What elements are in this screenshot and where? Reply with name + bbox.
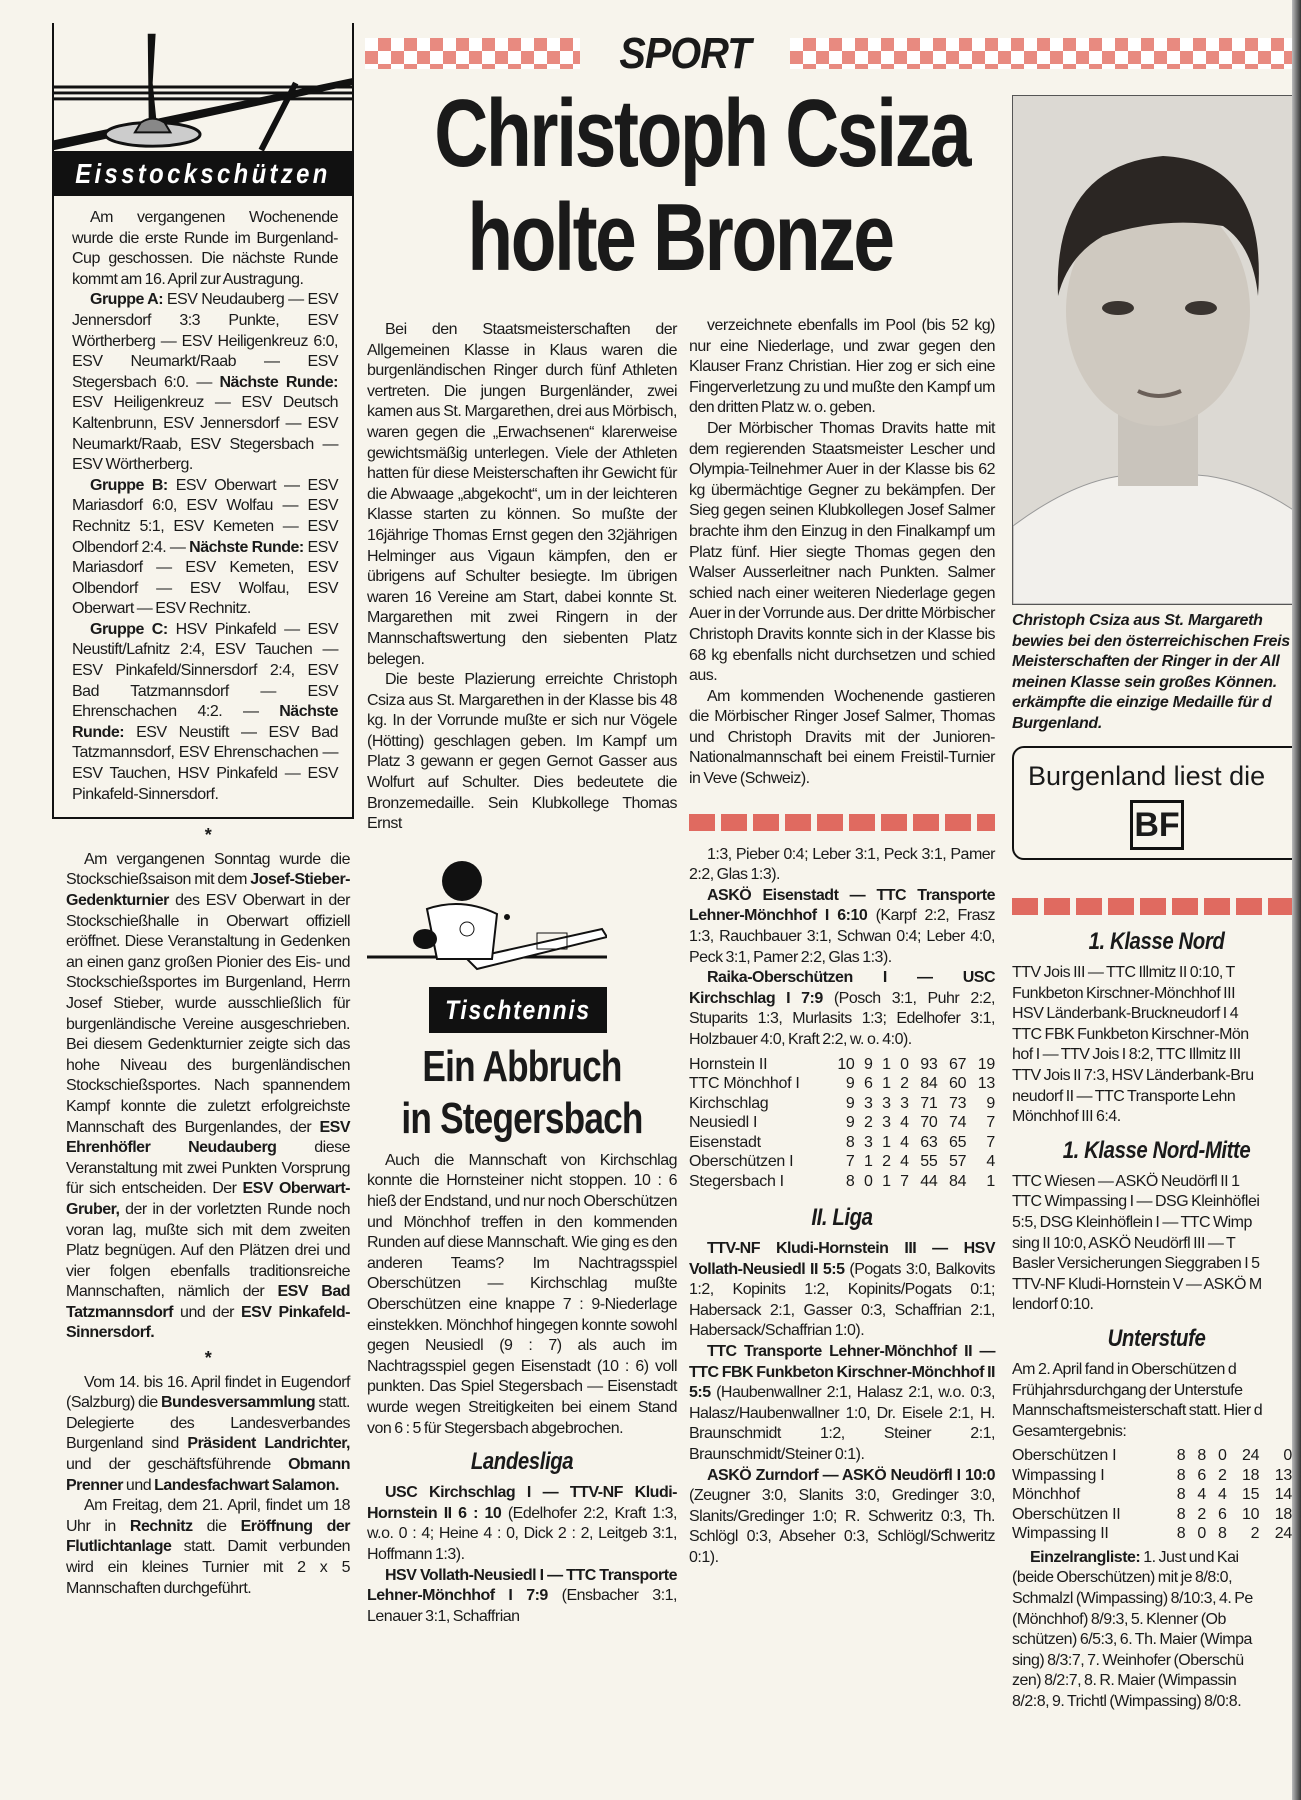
table-cell: 0: [1197, 1525, 1206, 1543]
text-run: die: [192, 1517, 241, 1535]
text-line: bewies bei den österreichischen Freis: [1012, 632, 1290, 650]
bold-text: Josef-Stieber-Gedenkturnier: [66, 871, 350, 909]
bold-text: HSV Vollath-Neusiedl I — TTC Transporte Lehner-Mönchhof I 7:9: [367, 1566, 677, 1605]
unterstufe-heading: Unterstufe: [1107, 1324, 1206, 1352]
table-cell: 67: [949, 1055, 967, 1073]
paragraph: [367, 1566, 677, 1628]
text-line: TTV Jois II 7:3, HSV Länderbank-Bru: [1012, 1066, 1254, 1084]
paragraph: [689, 1239, 995, 1342]
paragraph: [66, 1496, 350, 1599]
table-cell: 4: [900, 1114, 909, 1132]
table-cell: 70: [920, 1114, 938, 1132]
text-line: Mannschaftsmeisterschaft statt. Hier d: [1012, 1402, 1263, 1420]
bold-text: ESV Ehrenhöfler Neudauberg: [66, 1118, 350, 1157]
table-cell: 24: [1274, 1525, 1292, 1543]
text-run: schützen) 6/5:3, 6. Th. Maier (Wimpa: [1012, 1631, 1252, 1649]
text-line: TTC Wiesen — ASKÖ Neudörfl II 1: [1012, 1172, 1240, 1190]
headline-line-1: Christoph Csiza: [434, 80, 970, 187]
table-cell: 13: [1274, 1466, 1292, 1484]
text-line: Funkbeton Kirschner-Mönchhof III: [1012, 984, 1236, 1002]
tischtennis-banner-label: Tischtennis: [445, 994, 591, 1025]
text-run: der in der vorletzten Runde noch voran lag, mußte sich mit dem zweiten Platz begnügen. Auf den Plätzen drei und vier folgen ebenfalls traditionsreiche Mannschaften, nämlich der: [66, 1200, 350, 1301]
paragraph: Bei den Staatsmeisterschaften der Allgemeinen Klasse in Klaus waren die burgenländischen Ringer durch fünf Athleten vertreten. Die jungen Burgenländer, zwei kamen aus St. Margarethen, drei aus Mörbisch, waren gegen die „Erwachsenen“ klarerweise gewichtsmäßig unterlegen. Viele der Athleten hatten für diese Meisterschaften ihr Gewicht für die Abwaage „abgekocht“, um in der leichteren Klasse starten zu können. So mußte der 16jährige Thomas Ernst gegen den 32jährigen Helminger aus Vigaun kämpfen, den er übrigens auf Schulter besiegte. Im übrigen waren 16 Vereine am Start, dabei konnte St. Margarethen mit zwei Ringern in der Mannschaftswertung den siebenten Platz belegen.: [367, 321, 677, 668]
bold-text: Landesfachwart Salamon.: [154, 1476, 339, 1494]
text-run: ESV Neustift — ESV Bad Tatzmannsdorf, ESV Ehrenschachen — ESV Tauchen, HSV Pinkafeld — ESV Pinkafeld-Sinnersdorf.: [72, 723, 338, 803]
bold-text: ASKÖ Zurndorf — ASKÖ Neudörfl I 10:0: [707, 1466, 995, 1484]
tischtennis-intro: [367, 1151, 677, 1439]
table-cell: Oberschützen I: [1012, 1447, 1117, 1465]
checker-band-right: [790, 38, 1295, 69]
text-line: [1012, 1589, 1301, 1610]
text-run: ESV Heiligenkreuz — ESV Deutsch Kaltenbrunn, ESV Jennersdorf — ESV Neumarkt/Raab, ESV Stegersbach — ESV Wörtherberg.: [72, 394, 338, 474]
table-cell: 4: [1197, 1486, 1206, 1504]
table-row: [1012, 1485, 1292, 1505]
column-eisstock: [52, 23, 354, 1599]
bold-text: Nächste Runde:: [72, 703, 338, 741]
text-line: TTV Jois III — TTC Illmitz II 0:10, T: [1012, 964, 1235, 981]
bold-text: Einzelrangliste:: [1030, 1548, 1141, 1566]
paragraph: Der Mörbischer Thomas Dravits hatte mit dem regierenden Staatsmeister Lescher und Olympia-Teilnehmer Auer in der Klasse bis 62 kg übermächtige Gegner zu bekämpfen. Der Sieg gegen seinen Klubkollegen Josef Salmer brachte ihm den Einzug in den Finalkampf um Platz fünf. Hier siegte Thomas gegen den Walser Ausserleitner nach Punkten. Salmer schied nach einer weiteren Niederlage gegen Auer in der Vorrunde aus. Der dritte Mörbischer Christoph Dravits konnte sich in der Klasse bis 68 kg ebenfalls nicht durchsetzen und schied aus.: [689, 419, 995, 685]
text-run: diese Veranstaltung mit zwei Punkten Vorsprung für sich entscheiden. Der: [66, 1139, 350, 1198]
table-cell: Eisenstadt: [689, 1133, 761, 1151]
table-cell: 63: [920, 1133, 938, 1151]
table-cell: 2: [1197, 1505, 1206, 1523]
eisstock-banner: [52, 151, 354, 196]
liga2-results: [689, 1239, 995, 1569]
text-line: TTV-NF Kludi-Hornstein V — ASKÖ M: [1012, 1275, 1262, 1293]
column-4: [1012, 95, 1301, 1713]
athlete-photo: [1012, 95, 1301, 605]
text-run: Am Freitag, dem 21. April, findet um 18 Uhr in: [66, 1497, 350, 1535]
table-row: [689, 1094, 995, 1114]
table-cell: 6: [1197, 1466, 1206, 1484]
bf-logo: BF: [1130, 800, 1184, 850]
table-row: [689, 1152, 995, 1172]
bold-text: Gruppe C:: [90, 620, 168, 638]
text-run: ESV Mariasdorf — ESV Kemeten, ESV Olbendorf — ESV Wolfau, ESV Oberwart — ESV Rechnitz.: [72, 538, 338, 618]
eisstock-box: [52, 196, 354, 819]
table-row: [689, 1133, 995, 1153]
table-cell: 55: [920, 1153, 938, 1171]
table-cell: 0: [900, 1055, 909, 1073]
text-run: (Zeugner 3:0, Slanits 3:0, Gredinger 3:0, Slanits/Gredinger 1:0; R. Schweritz 0:3, Th. Schlögl 0:3, Abseher 0:3, Schlögl/Schweritz 0:1).: [689, 1487, 995, 1566]
text-line: [1012, 1630, 1301, 1651]
table-cell: 15: [1242, 1486, 1260, 1504]
nordmitte-results: [1012, 1172, 1301, 1316]
section-title: SPORT: [619, 29, 751, 78]
tischtennis-headline-line-1: Ein Abbruch: [422, 1041, 622, 1091]
text-line: Christoph Csiza aus St. Margareth: [1012, 612, 1263, 629]
ice-stock-icon: [54, 23, 352, 151]
text-run: HSV Pinkafeld — ESV Neustift/Lafnitz 2:4, ESV Tauchen — ESV Pinkafeld/Sinnersdorf 2:4, ESV Bad Tatzmannsdorf — ESV Ehrenschachen 4:2. —: [72, 620, 338, 721]
text-run: ESV Oberwart — ESV Mariasdorf 6:0, ESV Wolfau — ESV Rechnitz 5:1, ESV Kemeten — ESV Olbendorf 2:4. —: [72, 476, 339, 556]
text-run: statt. Delegierte des Landesverbandes Burgenland sind: [66, 1394, 350, 1453]
table-cell: 8: [1176, 1486, 1186, 1504]
table-cell: 2: [1250, 1525, 1260, 1543]
table-cell: 2: [882, 1153, 891, 1171]
text-run: Am vergangenen Sonntag wurde die Stockschießsaison mit dem: [66, 850, 350, 889]
table-cell: 0: [1283, 1447, 1292, 1465]
paragraph: [72, 620, 338, 805]
text-line: Mönchhof III 6:4.: [1012, 1108, 1121, 1126]
table-cell: 93: [920, 1055, 938, 1073]
table-cell: 2: [900, 1075, 909, 1093]
table-cell: 71: [920, 1094, 938, 1112]
table-cell: 8: [1176, 1466, 1186, 1484]
text-line: [1012, 1651, 1301, 1672]
text-run: und: [122, 1476, 155, 1494]
unterstufe-text: [1012, 1360, 1301, 1442]
text-line: [1012, 1568, 1301, 1589]
text-run: (Haubenwallner 2:1, Halasz 2:1, w.o. 0:3, Halasz/Haubenwallner 1:0, Dr. Eisele 2:1, H. Braunschmidt 1:2, Steiner 2:1, Braunschmidt/Steiner 0:1).: [689, 1384, 995, 1464]
table-row: [1012, 1524, 1292, 1544]
table-cell: 1: [986, 1172, 995, 1190]
text-run: ESV Neudauberg — ESV Jennersdorf 3:3 Punkte, ESV Wörtherberg — ESV Heiligenkreuz 6:0, ESV Neumarkt/Raab — ESV Stegersbach 6:0. —: [72, 291, 339, 391]
table-cell: 1: [882, 1133, 891, 1151]
paragraph: [367, 1483, 677, 1565]
table-cell: 7: [845, 1153, 855, 1171]
table-cell: 7: [986, 1114, 995, 1132]
table-cell: 8: [845, 1172, 855, 1190]
text-line: erkämpfte die einzige Medaille für d: [1012, 694, 1272, 711]
paragraph: [689, 1342, 995, 1466]
table-cell: 3: [864, 1094, 873, 1112]
table-cell: 3: [900, 1094, 909, 1112]
paragraph: [66, 1373, 350, 1497]
table-row: [689, 1172, 995, 1192]
headline: [365, 82, 995, 290]
table-cell: 6: [1217, 1505, 1227, 1523]
bold-text: Gruppe B:: [90, 476, 168, 494]
paragraph: Am vergangenen Wochenende wurde die erste Runde im Burgenland-Cup geschossen. Die nächste Runde kommt am 16. April zur Austragung.: [72, 209, 338, 288]
table-cell: 18: [1274, 1505, 1292, 1523]
text-run: 8/2:8, 9. Trichtl (Wimpassing) 8/0:8.: [1012, 1692, 1242, 1710]
text-line: TTC Wimpassing I — DSG Kleinhöflei: [1012, 1193, 1260, 1211]
eisstock-box-text: [72, 208, 338, 805]
tischtennis-headline: [367, 1041, 677, 1145]
bold-text: Nächste Runde:: [219, 373, 339, 391]
paragraph: [689, 1466, 995, 1569]
text-line: Frühjahrsdurchgang der Unterstufe: [1012, 1381, 1243, 1399]
paragraph: [689, 968, 995, 1050]
table-cell: 1: [882, 1055, 891, 1073]
table-cell: 18: [1242, 1466, 1260, 1484]
bold-text: Raika-Oberschützen I — USC Kirchschlag I 7:9: [689, 969, 995, 1007]
table-cell: 13: [977, 1075, 995, 1093]
text-run: Vom 14. bis 16. April findet in Eugendorf (Salzburg) die: [66, 1373, 350, 1412]
portrait-image: [1013, 96, 1301, 604]
bold-text: ESV Pinkafeld-Sinnersdorf.: [66, 1303, 350, 1342]
table-cell: 65: [949, 1133, 967, 1151]
table-cell: 9: [845, 1094, 855, 1112]
bold-text: ESV Bad Tatzmannsdorf: [66, 1283, 351, 1321]
bold-text: USC Kirchschlag I — TTV-NF Kludi-Hornstein II 6 : 10: [367, 1484, 677, 1522]
text-run: (Karpf 2:2, Frasz 1:3, Rauchbauer 3:1, Schwan 0:4; Leber 4:0, Peck 3:1, Pamer 2:2, Glas 1:3).: [689, 907, 995, 966]
table-row: [689, 1074, 995, 1094]
text-line: HSV Länderbank-Bruckneudorf I 4: [1012, 1005, 1239, 1023]
einzelrangliste: [1012, 1548, 1301, 1713]
bold-text: Nächste Runde:: [189, 538, 304, 556]
column-2: [367, 320, 677, 1627]
table-cell: 73: [949, 1094, 967, 1112]
promo-text: Burgenland liest die: [1028, 761, 1266, 791]
text-line: meinen Klasse sein großes Können.: [1012, 673, 1277, 691]
text-run: (beide Oberschützen) mit je 8/8:0,: [1012, 1569, 1233, 1587]
table-cell: 1: [882, 1172, 891, 1190]
bold-text: TTC Transporte Lehner-Mönchhof II — TTC FBK Funkbeton Kirschner-Mönchhof II 5:5: [689, 1343, 995, 1402]
text-run: zen) 8/2:7, 8. R. Maier (Wimpassin: [1012, 1672, 1237, 1690]
table-row: [1012, 1466, 1292, 1486]
headline-line-2: holte Bronze: [467, 184, 893, 291]
table-cell: 74: [949, 1114, 967, 1132]
paragraph: verzeichnete ebenfalls im Pool (bis 52 kg) nur eine Niederlage, und zwar gegen den Klauser Franz Christian. Hier zog er sich eine Fingerverletzung zu und mußte den Kampf um den dritten Platz w. o. geben.: [689, 317, 995, 417]
ringer-article-col-2: [689, 316, 995, 790]
table-cell: 60: [949, 1075, 967, 1093]
text-run: und der: [172, 1303, 241, 1321]
separator-asterisk: *: [204, 1348, 212, 1369]
bold-text: Eröffnung der Flutlichtanlage: [66, 1517, 351, 1556]
table-cell: 8: [1197, 1447, 1206, 1465]
text-line: Am 2. April fand in Oberschützen d: [1012, 1360, 1237, 1378]
table-row: [689, 1055, 995, 1075]
section-divider: [1012, 898, 1301, 915]
bold-text: Bundesversammlung: [160, 1394, 316, 1412]
table-cell: 3: [864, 1133, 873, 1151]
text-run: (Ensbacher 3:1, Lenauer 3:1, Schaffrian: [367, 1587, 677, 1625]
table-cell: 4: [986, 1153, 995, 1171]
paragraph: [72, 476, 338, 620]
table-cell: 4: [1217, 1486, 1227, 1504]
table-cell: 6: [864, 1075, 873, 1093]
table-cell: 0: [864, 1172, 873, 1190]
landesliga-results-b: [689, 845, 995, 1051]
ringer-article-col-1: [367, 320, 677, 835]
text-line: TTC FBK Funkbeton Kirschner-Mön: [1012, 1025, 1249, 1043]
nordmitte-heading: 1. Klasse Nord-Mitte: [1062, 1136, 1251, 1164]
text-line: [1012, 1548, 1301, 1569]
text-line: 5:5, DSG Kleinhöflein I — TTC Wimp: [1012, 1213, 1252, 1231]
landesliga-table: [689, 1055, 995, 1192]
landesliga-heading: Landesliga: [470, 1448, 574, 1476]
text-run: 1. Just und Kai: [1140, 1548, 1239, 1566]
bold-text: TTV-NF Kludi-Hornstein III — HSV Vollath-Neusiedl II 5:5: [689, 1240, 995, 1278]
bold-text: Obmann Prenner: [66, 1456, 350, 1494]
table-cell: 19: [977, 1055, 995, 1073]
text-run: (Pogats 3:0, Balkovits 1:2, Kopinits 1:2, Kopinits/Pogats 0:1; Habersack 2:1, Gasser 0:3, Schaffrian 2:1, Habersack/Schaffrian 1:0).: [689, 1260, 995, 1340]
nord-heading: 1. Klasse Nord: [1088, 928, 1225, 955]
table-cell: 1: [864, 1153, 873, 1171]
table-cell: 44: [920, 1172, 938, 1190]
bold-text: ASKÖ Eisenstadt — TTC Transporte Lehner-Mönchhof I 6:10: [689, 886, 995, 925]
eisstock-text: [52, 819, 354, 1599]
table-cell: 3: [882, 1114, 891, 1132]
table-cell: 8: [1176, 1525, 1186, 1543]
text-run: (Edelhofer 2:2, Kraft 1:3, w.o. 0 : 4; Heine 4 : 0, Dick 2 : 2, Leitgeb 3:1, Hoffmann 1:3).: [367, 1504, 677, 1563]
paragraph: Am kommenden Wochenende gastieren die Mörbischer Ringer Josef Salmer, Thomas und Christoph Dravits mit der Junioren-Nationalmannschaft bei einem Freistil-Turnier in Veve (Schweiz).: [689, 687, 995, 788]
tischtennis-headline-line-2: in Stegersbach: [401, 1093, 643, 1143]
text-line: neudorf II — TTC Transporte Lehn: [1012, 1087, 1236, 1105]
text-line: Gesamtergebnis:: [1012, 1422, 1127, 1440]
paragraph: Auch die Mannschaft von Kirchschlag konnte die Hornsteiner nicht stoppen. 10 : 6 hieß der Endstand, und nur noch Oberschützen und Mönchhof treffen in den kommenden Runden auf diese Mannschaft. Wie ging es den anderen Teams? Im Nachtragsspiel Oberschützen — Kirchschlag mußte Oberschützen eine knappe 7 : 9-Niederlage einstekken. Mönchhof hingegen konnte sowohl gegen Neusiedl (9 : 7) als auch im Nachtragsspiel gegen Eisenstadt (10 : 6) voll punkten. Das Spiel Stegersbach — Eisenstadt wurde wegen Streitigkeiten bei einem Stand von 6 : 5 für Stegersbach abgebrochen.: [367, 1151, 677, 1437]
unterstufe-table: [1012, 1446, 1292, 1544]
column-3: [689, 316, 995, 1569]
table-cell: Stegersbach I: [689, 1172, 784, 1190]
bold-text: Präsident Landrichter,: [187, 1435, 350, 1453]
text-line: [1012, 1610, 1301, 1631]
table-row: [1012, 1446, 1292, 1466]
text-line: Basler Versicherungen Sieggraben I 5: [1012, 1255, 1260, 1273]
text-line: [1012, 1671, 1301, 1692]
table-cell: TTC Mönchhof I: [689, 1075, 800, 1093]
table-cell: 8: [1217, 1525, 1227, 1543]
table-cell: 4: [900, 1153, 909, 1171]
table-cell: 10: [837, 1055, 855, 1073]
table-tennis-illustration: [367, 859, 677, 1033]
table-cell: 9: [864, 1055, 873, 1073]
bold-text: Gruppe A:: [90, 291, 164, 309]
table-cell: Neusiedl I: [689, 1114, 758, 1132]
text-line: [1012, 1692, 1301, 1713]
table-row: [689, 1113, 995, 1133]
table-cell: 24: [1242, 1447, 1260, 1465]
table-cell: 2: [864, 1114, 873, 1132]
table-cell: 3: [882, 1094, 891, 1112]
table-cell: 84: [920, 1075, 938, 1093]
text-run: (Mönchhof) 8/9:3, 5. Klenner (Ob: [1012, 1610, 1226, 1628]
photo-caption: [1012, 611, 1301, 734]
section-divider: [689, 814, 995, 831]
text-run: (Posch 3:1, Puhr 2:2, Stuparits 1:3, Murlasits 1:3; Edelhofer 3:1, Holzbauer 4:0, Kraft 2:2, w. o. 4:0).: [689, 989, 995, 1048]
text-line: lendorf 0:10.: [1012, 1296, 1094, 1314]
checker-band-left: [365, 38, 580, 69]
text-run: des ESV Oberwart in der Stockschießhalle in Oberwart offiziell eröffnet. Diese Veranstaltung in Gedenken an einen ganz großen Pionier des Eis- und Stockschießsportes im Burgenland, Herrn Josef Stieber, wurde ausschließlich für burgenländische Vereine ausgeschrieben. Bei diesem Gedenkturnier zeigte sich das hohe Niveau des burgenländischen Stockschießsportes. Nach spannendem Kampf konnte die zuletzt erfolgreichste Mannschaft des Burgenlandes, der: [66, 892, 350, 1136]
text-run: und der geschäftsführende: [66, 1456, 289, 1474]
bold-text: ESV Oberwart-Gruber,: [66, 1180, 351, 1218]
text-run: sing) 8/3:7, 7. Weinhofer (Oberschü: [1012, 1651, 1244, 1669]
table-cell: 8: [1176, 1447, 1186, 1465]
text-line: sing II 10:0, ASKÖ Neudörfl III — T: [1012, 1234, 1236, 1252]
table-cell: Mönchhof: [1012, 1486, 1080, 1504]
text-line: Burgenland.: [1012, 714, 1103, 732]
table-cell: Kirchschlag: [689, 1094, 769, 1112]
table-row: [1012, 1505, 1292, 1525]
table-cell: 7: [986, 1133, 995, 1151]
table-cell: 7: [900, 1172, 909, 1190]
paragraph: [66, 850, 350, 1344]
text-line: Meisterschaften der Ringer in der All: [1012, 653, 1280, 670]
table-cell: Oberschützen II: [1012, 1505, 1121, 1523]
table-cell: Oberschützen I: [689, 1153, 794, 1171]
bold-text: Rechnitz: [129, 1517, 193, 1535]
table-cell: 0: [1217, 1447, 1227, 1465]
separator-asterisk: *: [204, 825, 212, 846]
text-run: statt. Damit verbunden wird ein kleines Turnier mit 2 x 5 Mannschaften durchgeführt.: [66, 1538, 350, 1597]
table-cell: 8: [845, 1133, 855, 1151]
landesliga-results-a: [367, 1483, 677, 1627]
paragraph: 1:3, Pieber 0:4; Leber 3:1, Peck 3:1, Pamer 2:2, Glas 1:3).: [689, 845, 995, 884]
curling-stock-illustration: [52, 23, 354, 151]
table-tennis-player-icon: [367, 859, 607, 987]
table-cell: Hornstein II: [689, 1055, 768, 1073]
eisstock-banner-label: Eisstockschützen: [75, 158, 331, 189]
table-cell: Wimpassing I: [1012, 1466, 1105, 1484]
table-cell: 9: [845, 1114, 855, 1132]
paragraph: Die beste Plazierung erreichte Christoph Csiza aus St. Margarethen in der Klasse bis 48 kg. In der Vorrunde mußte er sich nur Vögele (Hötting) geschlagen geben. Im Kampf um Platz 3 gewann er gegen Gernot Gasser aus Wolfurt auf Schulter. Dies bedeutete die Bronzemedaille. Sein Klubkollege Thomas Ernst: [367, 671, 677, 833]
liga2-heading: II. Liga: [811, 1204, 873, 1232]
table-cell: 9: [845, 1075, 855, 1093]
table-cell: 10: [1242, 1505, 1260, 1523]
tischtennis-banner: [429, 987, 607, 1033]
text-run: Schmalzl (Wimpassing) 8/10:3, 4. Pe: [1012, 1589, 1253, 1607]
table-cell: 2: [1217, 1466, 1227, 1484]
table-cell: 9: [986, 1094, 995, 1112]
table-cell: 14: [1274, 1486, 1292, 1504]
table-cell: 57: [949, 1153, 967, 1171]
table-cell: 1: [882, 1075, 891, 1093]
table-cell: 8: [1176, 1505, 1186, 1523]
table-cell: 4: [900, 1133, 909, 1151]
table-cell: Wimpassing II: [1012, 1525, 1109, 1543]
promo-box[interactable]: [1012, 746, 1301, 860]
paragraph: [689, 886, 995, 968]
paragraph: [72, 290, 338, 475]
nord-results: [1012, 963, 1301, 1128]
table-cell: 84: [949, 1172, 967, 1190]
text-line: hof I — TTV Jois I 8:2, TTC Illmitz III: [1012, 1046, 1241, 1064]
